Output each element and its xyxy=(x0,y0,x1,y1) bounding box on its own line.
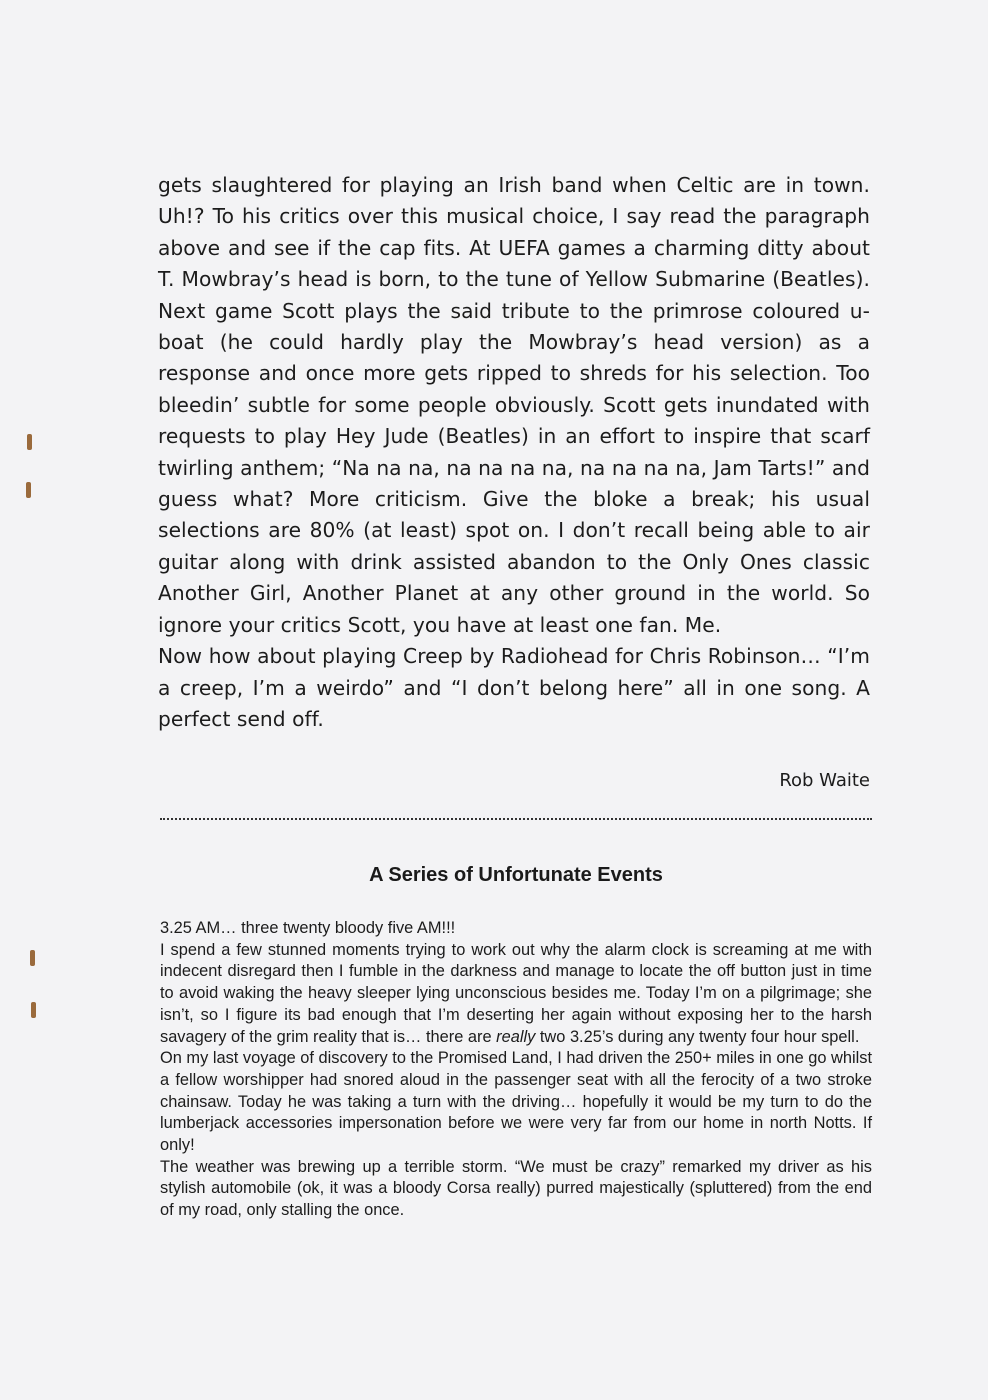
binding-staple-top-1 xyxy=(27,434,32,450)
dotted-divider xyxy=(160,818,872,820)
article-paragraph: gets slaughtered for playing an Irish band when Celtic are in town. Uh!? To his critics over this musical choice, I say read the paragraph above and see if the cap fits. At UEFA games a charming ditty about T. Mowbray’s head is born, to the tune of Yellow Submarine (Beatles). Next game Scott plays the said tribute to the primrose coloured u-boat (he could hardly play the Mowbray’s head version) as a response and once more gets ripped to shreds for his selection. Too bleedin’ subtle for some people obviously. Scott gets inundated with requests to play Hey Jude (Beatles) in an effort to inspire that scarf twirling anthem; “Na na na, na na na na, na na na na, Jam Tarts!” and guess what? More criticism. Give the bloke a break; his usual selections are 80% (at least) spot on. I don’t recall being able to air guitar along with drink assisted abandon to the Only Ones classic Another Girl, Another Planet at any other ground in the world. So ignore your critics Scott, you have at least one fan. Me. xyxy=(158,173,870,637)
article-author: Rob Waite xyxy=(779,770,870,791)
emphasis-text: really xyxy=(496,1027,536,1046)
article-paragraph xyxy=(160,940,872,1049)
binding-staple-top-2 xyxy=(26,482,31,498)
binding-staple-bottom-2 xyxy=(31,1002,36,1018)
article-continued-text xyxy=(158,170,870,735)
article-paragraph: 3.25 AM… three twenty bloody five AM!!! xyxy=(160,919,456,937)
article-title: A Series of Unfortunate Events xyxy=(369,864,663,886)
article-paragraph: The weather was brewing up a terrible storm. “We must be crazy” remarked my driver as his stylish automobile (ok, it was a bloody Corsa really) purred majestically (spluttered) from the end of my road, only stalling the once. xyxy=(160,1157,872,1220)
article-paragraph: Now how about playing Creep by Radiohead for Chris Robinson… “I’m a creep, I’m a weirdo” and “I don’t belong here” all in one song. A perfect send off. xyxy=(158,644,870,731)
paragraph-text: two 3.25’s during any twenty four hour spell. xyxy=(535,1027,860,1046)
paragraph-text: I spend a few stunned moments trying to work out why the alarm clock is screaming at me with indecent disregard then I fumble in the darkness and manage to locate the off button just in time to avoid waking the heavy sleeper lying unconscious besides me. Today I’m on a pilgrimage; she isn’t, so I figure its bad enough that I’m deserting her again without exposing her to the harsh savagery of the grim reality that is… there are xyxy=(160,940,872,1046)
article-paragraph: On my last voyage of discovery to the Promised Land, I had driven the 250+ miles in one go whilst a fellow worshipper had snored aloud in the passenger seat with all the ferocity of a two stroke chainsaw. Today he was taking a turn with the driving… hopefully it would be my turn to do the lumberjack accessories impersonation before we were very far from our home in north Notts. If only! xyxy=(160,1049,873,1155)
binding-staple-bottom-1 xyxy=(30,950,35,966)
article-body xyxy=(160,918,872,1222)
